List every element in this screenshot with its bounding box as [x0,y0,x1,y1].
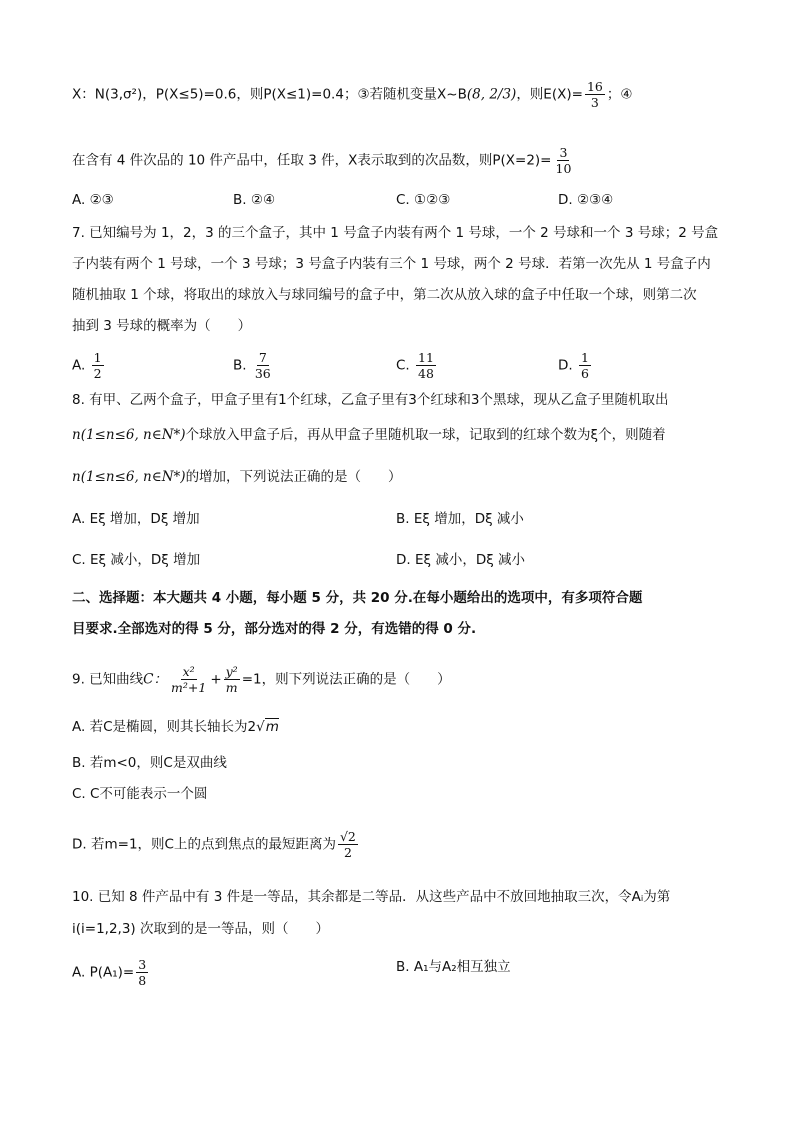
q6-line-1 [72,79,722,110]
q7-c-den: 48 [418,366,434,381]
q7-line-1: 7. 已知编号为 1，2，3 的三个盒子，其中 1 号盒子内装有两个 1 号球，一个 2 号球和一个 3 号球；2 号盒 [72,225,719,241]
q9-stem [72,664,722,695]
q8-option-a[interactable]: A. Eξ 增加，Dξ 增加 [72,511,200,527]
q9-plus: + [210,671,222,688]
q6-binom: (8, 2/3) [466,86,517,103]
q8-option-d[interactable]: D. Eξ 减小，Dξ 减小 [396,552,526,568]
q6-option-b[interactable]: B. ②④ [233,192,276,208]
q7-a-num: 1 [93,350,102,365]
q8-option-c[interactable]: C. Eξ 减小，Dξ 增加 [72,552,201,568]
q8-option-b[interactable]: B. Eξ 增加，Dξ 减小 [396,511,524,527]
q8-line2-math: n(1≤n≤6, n∈N*) [72,427,186,443]
q9-fraction-y [224,664,240,695]
q6-frac2-num: 3 [559,145,568,160]
q6-frac2-den: 10 [555,161,572,176]
q6-expectation-fraction [585,79,605,110]
q9-d-den: 2 [343,845,352,860]
q7-line-4: 抽到 3 号球的概率为（ ） [72,318,252,334]
section-2-heading-line-2: 目要求.全部选对的得 5 分，部分选对的得 2 分，有选错的得 0 分. [72,621,477,637]
q7-option-d[interactable] [558,350,593,381]
q6-option-d[interactable]: D. ②③④ [558,192,614,208]
q7-option-c-fraction [416,350,436,381]
q7-line-2: 子内装有两个 1 号球，一个 3 号球；3 号盒子内装有三个 1 号球，两个 2 号球．若第一次先从 1 号盒子内 [72,256,711,272]
q6-line2-text: 在含有 4 件次品的 10 件产品中，任取 3 件，X表示取到的次品数，则P(X=2)= [72,152,552,169]
q9-option-a-radicand: m [265,719,279,735]
q9-curve-name: C： [143,671,168,688]
q7-option-a-fraction [92,350,104,381]
q6-option-a[interactable]: A. ②③ [72,192,114,208]
q7-option-c-label: C. [396,357,410,374]
q7-b-num: 7 [258,350,267,365]
q9-option-c[interactable]: C. C不可能表示一个圆 [72,786,208,802]
q9-option-d[interactable] [72,829,722,860]
q10-line-2: i(i=1,2,3) 次取到的是一等品，则（ ） [72,921,329,937]
q7-option-c[interactable] [396,350,438,381]
q9-prefix: 9. 已知曲线 [72,671,144,688]
q8-line-1: 8. 有甲、乙两个盒子，甲盒子里有1个红球，乙盒子里有3个红球和3个黑球，现从乙盒子里随机取出 [72,392,669,408]
q9-option-d-text: D. 若m=1，则C上的点到焦点的最短距离为 [72,836,336,853]
q7-c-num: 11 [418,350,434,365]
q9-f1-den: m²+1 [171,680,207,695]
q7-d-den: 6 [580,366,589,381]
q8-line2-text: 个球放入甲盒子后，再从甲盒子里随机取一球，记取到的红球个数为ξ个，则随着 [185,427,666,443]
q10-line-1: 10. 已知 8 件产品中有 3 件是一等品，其余都是二等品．从这些产品中不放回地抽取三次，令Aᵢ为第 [72,889,671,905]
q7-b-den: 36 [254,366,271,381]
q6-line1-text-b: ，则E(X)= [516,86,583,103]
sqrt-icon: √ [256,719,265,735]
q7-option-a-label: A. [72,357,86,374]
q6-line1-text-a: X：N(3,σ²)，P(X≤5)=0.6，则P(X≤1)=0.4；③若随机变量X~B [72,86,467,103]
q9-suffix: =1，则下列说法正确的是（ ） [241,671,451,688]
q6-probability-fraction [554,145,574,176]
q6-frac-den: 3 [590,95,599,110]
q8-line3-text: 的增加，下列说法正确的是（ ） [185,469,402,485]
q8-line3-math: n(1≤n≤6, n∈N*) [72,469,186,485]
section-2-heading-line-1: 二、选择题：本大题共 4 小题，每小题 5 分，共 20 分.在每小题给出的选项中，有多项符合题 [72,590,643,606]
q6-frac-num: 16 [586,79,603,94]
q10-option-a-fraction [136,957,148,988]
q9-d-num: √2 [339,829,356,844]
q6-line1-text-c: ；④ [606,86,633,103]
q8-line-2 [72,425,722,445]
q10-a-num: 3 [138,957,147,972]
q7-option-d-fraction [579,350,591,381]
q7-option-d-label: D. [558,357,573,374]
q9-fraction-x [169,664,208,695]
q9-option-a-text: A. 若C是椭圆，则其长轴长为2 [72,719,257,735]
q10-option-a-text: A. P(A₁)= [72,964,135,981]
q7-option-a[interactable] [72,350,106,381]
q9-f2-den: m [225,680,238,695]
q9-option-d-fraction [338,829,358,860]
q9-option-b[interactable]: B. 若m<0，则C是双曲线 [72,755,227,771]
q7-line-3: 随机抽取 1 个球，将取出的球放入与球同编号的盒子中，第二次从放入球的盒子中任取一个球，则第二次 [72,287,697,303]
q7-d-num: 1 [580,350,589,365]
q10-option-b[interactable]: B. A₁与A₂相互独立 [396,959,511,975]
q10-a-den: 8 [138,973,147,988]
q7-a-den: 2 [93,366,102,381]
q7-option-b-label: B. [233,357,247,374]
q9-f1-num: x² [182,664,195,679]
q9-option-a[interactable] [72,717,722,737]
q7-option-b[interactable] [233,350,275,381]
q9-f2-num: y² [225,664,238,679]
q6-option-c[interactable]: C. ①②③ [396,192,451,208]
q10-option-a[interactable] [72,957,150,988]
q6-line-2 [72,145,722,176]
q8-line-3 [72,467,722,487]
q7-option-b-fraction [253,350,273,381]
